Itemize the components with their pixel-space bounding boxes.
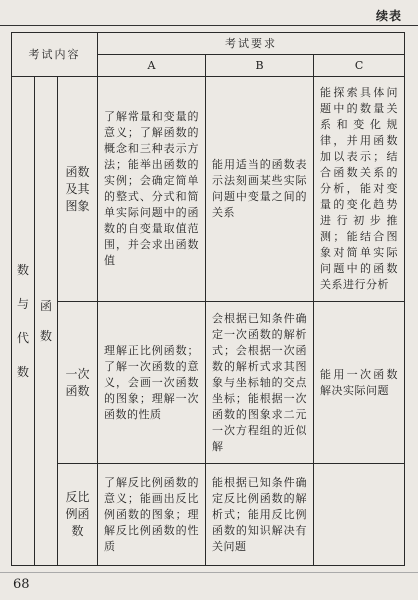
- topic-cell: [58, 77, 98, 302]
- header-level-c: C: [314, 55, 405, 77]
- level-b-cell: 能根据已知条件确定反比例函数的解析式；能用反比例函数的知识解决有关问题: [206, 464, 314, 566]
- level-a-cell: 理解正比例函数；了解一次函数的意义，会画一次函数的图象；理解一次函数的性质: [98, 302, 206, 464]
- level-a-cell: 了解反比例函数的意义；能画出反比例函数的图象；理解反比例函数的性质: [98, 464, 206, 566]
- level-b-cell: 能用适当的函数表示法刻画某些实际问题中变量之间的关系: [206, 77, 314, 302]
- top-rule: [0, 25, 418, 26]
- continued-label: 续表: [375, 9, 402, 23]
- header-level-b: B: [206, 55, 314, 77]
- header-exam-requirement: 考试要求: [98, 33, 405, 55]
- level-b-cell: 会根据已知条件确定一次函数的解析式；会根据一次函数的解析式求其图象与坐标轴的交点坐标；能根据一次函数的图象求二元一次方程组的近似解: [206, 302, 314, 464]
- table-row: [12, 77, 405, 302]
- table-row: [12, 302, 405, 464]
- topic-cell: [58, 302, 98, 464]
- domain-cell: [12, 77, 35, 566]
- page-number: 68: [13, 577, 30, 592]
- table-header-row: [12, 33, 405, 55]
- level-a-cell: 了解常量和变量的意义；了解函数的概念和三种表示方法；能举出函数的实例；会确定简单的整式、分式和简单实际问题中的函数的自变量取值范围，并会求出函数值: [98, 77, 206, 302]
- exam-requirements-table: [11, 32, 405, 566]
- topic-label: 反比 例函 数: [65, 490, 90, 538]
- domain-label: 数 与 代 数: [16, 263, 29, 379]
- topic-cell: [58, 464, 98, 566]
- header-level-a: A: [98, 55, 206, 77]
- level-c-cell: [314, 464, 405, 566]
- category-label: 函 数: [39, 299, 52, 343]
- level-c-cell: 能用一次函数解决实际问题: [314, 302, 405, 464]
- category-cell: [35, 77, 58, 566]
- header-exam-content: 考试内容: [12, 33, 98, 77]
- topic-label: 一次 函数: [65, 366, 90, 398]
- topic-label: 函数 及其 图象: [65, 164, 90, 213]
- bottom-rule: [0, 572, 418, 573]
- table-row: [12, 464, 405, 566]
- level-c-cell: 能探索具体问题中的数量关系和变化规律，并用函数加以表示；结合函数关系的分析，能对变量的变化趋势进行初步推测；能结合图象对简单实际问题中的函数关系进行分析: [314, 77, 405, 302]
